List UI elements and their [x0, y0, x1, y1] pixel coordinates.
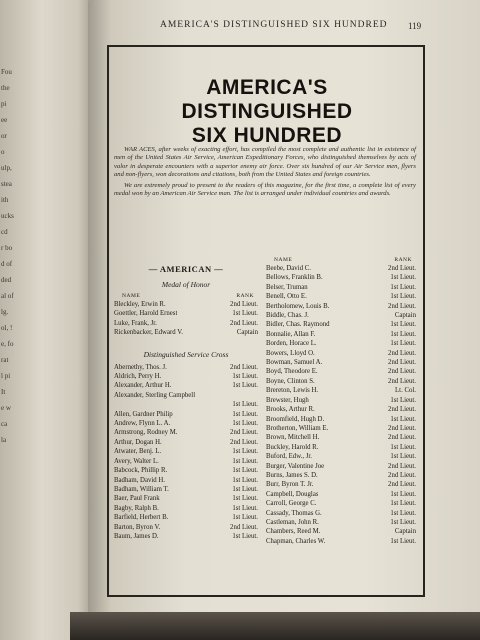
recipient-rank: 2nd Lieut. [388, 424, 416, 432]
dsc-heading: Distinguished Service Cross [143, 349, 229, 359]
recipient-rank: 2nd Lieut. [388, 368, 416, 376]
page-number: 119 [408, 21, 422, 31]
facing-page-text: ca [1, 420, 8, 428]
list-item [114, 400, 258, 409]
list-item [114, 381, 258, 390]
recipient-rank: 1st Lieut. [390, 396, 416, 404]
facing-page-text: ee [1, 116, 8, 124]
recipient-name: Barfield, Herbert B. [114, 514, 169, 522]
recipient-rank: 1st Lieut. [232, 504, 258, 512]
list-item [114, 438, 258, 447]
list-item [266, 386, 416, 395]
recipient-name: Brooks, Arthur R. [266, 406, 315, 414]
facing-page-text: or [1, 132, 7, 140]
recipient-rank: 1st Lieut. [390, 443, 416, 451]
recipient-rank: 1st Lieut. [390, 509, 416, 517]
page-bottom-shadow [70, 612, 480, 640]
list-item [266, 424, 416, 433]
recipient-name: Boyne, Clinton S. [266, 377, 315, 385]
list-item [266, 537, 416, 546]
recipient-name: Belser, Truman [266, 283, 308, 291]
recipient-rank: 1st Lieut. [232, 448, 258, 456]
recipient-name: Brown, Mitchell H. [266, 434, 320, 442]
list-item [266, 349, 416, 358]
list-item [266, 443, 416, 452]
list-item [114, 476, 258, 485]
recipient-name: Bagby, Ralph B. [114, 504, 159, 512]
list-item [114, 372, 258, 381]
list-item [266, 302, 416, 311]
recipient-name: Baum, James D. [114, 532, 159, 540]
recipient-rank: 2nd Lieut. [388, 265, 416, 272]
list-item [114, 457, 258, 466]
recipient-name: Luke, Frank, Jr. [114, 319, 157, 327]
recipient-name: Arthur, Dogan H. [114, 438, 162, 446]
recipient-rank: 1st Lieut. [232, 476, 258, 484]
facing-page-text: o [1, 148, 5, 156]
facing-page-text: e w [1, 404, 11, 412]
recipient-name: Badham, David H. [114, 476, 165, 484]
list-item [266, 509, 416, 518]
recipient-name: Badham, William T. [114, 485, 169, 493]
recipient-rank: 1st Lieut. [390, 518, 416, 526]
recipient-name: Castleman, John R. [266, 518, 319, 526]
recipient-rank: Lt. Col. [395, 387, 416, 395]
recipient-name: Burr, Byron T. Jr. [266, 481, 314, 489]
recipient-name: Boyd, Theodore E. [266, 368, 318, 376]
list-item [114, 485, 258, 494]
facing-page [0, 0, 92, 640]
recipient-name: Bowers, Lloyd O. [266, 349, 315, 357]
recipient-name: Beebe, David C. [266, 265, 311, 272]
recipient-name: Broomfield, Hugh D. [266, 415, 325, 423]
recipient-name: Rickenbacker, Edward V. [114, 329, 183, 337]
recipient-name: Bonnalie, Allan F. [266, 330, 316, 338]
recipient-name: Buford, Edw., Jr. [266, 453, 313, 461]
recipient-rank: 2nd Lieut. [230, 438, 258, 446]
recipient-rank: 2nd Lieut. [388, 406, 416, 414]
list-item [266, 367, 416, 376]
recipient-rank: 1st Lieut. [390, 500, 416, 508]
list-item [114, 494, 258, 503]
list-item [114, 309, 258, 318]
recipient-name: Cassady, Thomas G. [266, 509, 322, 517]
recipient-rank: 1st Lieut. [390, 330, 416, 338]
intro-text [114, 146, 416, 202]
list-item [266, 480, 416, 489]
recipient-name: Bowman, Samuel A. [266, 359, 323, 367]
recipient-rank: 2nd Lieut. [230, 363, 258, 371]
facing-page-text: ol, ! [1, 324, 13, 332]
list-item [114, 410, 258, 419]
list-item [114, 419, 258, 428]
recipient-rank: 2nd Lieut. [388, 434, 416, 442]
list-item [266, 320, 416, 329]
medal-of-honor-heading: Medal of Honor [161, 280, 211, 289]
dsc-list-continued [266, 264, 416, 546]
list-item [266, 405, 416, 414]
recipient-rank: 1st Lieut. [232, 485, 258, 493]
recipient-rank: 2nd Lieut. [230, 301, 258, 308]
recipient-name: Chapman, Charles W. [266, 537, 326, 545]
title-line-2: DISTINGUISHED [181, 100, 353, 123]
facing-page-text: ulp, [1, 164, 12, 172]
facing-page-text: ded [1, 276, 12, 284]
recipient-rank: 1st Lieut. [232, 514, 258, 522]
recipient-name: Burger, Valentine Joe [266, 462, 325, 470]
recipient-rank: 2nd Lieut. [388, 302, 416, 310]
recipient-rank: Captain [394, 312, 416, 320]
facing-page-text: l pi [1, 372, 11, 380]
recipient-rank: 2nd Lieut. [388, 481, 416, 489]
list-item [266, 339, 416, 348]
recipient-name: Biddle, Chas. J. [266, 312, 309, 320]
recipient-rank: 1st Lieut. [390, 283, 416, 291]
recipient-rank: 1st Lieut. [232, 467, 258, 475]
list-item [266, 311, 416, 320]
recipient-rank: 1st Lieut. [390, 415, 416, 423]
facing-page-text: It [1, 388, 6, 396]
recipient-name: Bidler, Chas. Raymond [266, 321, 330, 329]
dsc-list [114, 363, 258, 542]
list-item [114, 363, 258, 372]
facing-page-text: the [1, 84, 10, 92]
list-item [114, 504, 258, 513]
recipient-name: Chambers, Reed M. [266, 528, 321, 536]
name-column-header-right: NAME [274, 257, 293, 263]
recipient-name: Abernethy, Thos. J. [114, 363, 167, 371]
intro-paragraph-2: We are extremely proud to present to the readers of this magazine, for the first time, a complete list of every medal won by an American Air Service man. The list is arranged under individual countries and awards. [114, 182, 416, 198]
list-item [266, 518, 416, 527]
list-item [266, 396, 416, 405]
recipient-name: Andrew, Flynn L. A. [114, 420, 171, 428]
list-item [114, 447, 258, 456]
recipient-name: Benell, Otto E. [266, 293, 307, 301]
list-item [266, 292, 416, 301]
recipient-name: Brereton, Lewis H. [266, 387, 319, 395]
list-item [114, 391, 258, 400]
facing-page-text: ith [1, 196, 9, 204]
title-line-3: SIX HUNDRED [191, 124, 343, 147]
recipient-rank: 1st Lieut. [390, 340, 416, 348]
list-item [266, 264, 416, 273]
recipient-rank: 1st Lieut. [232, 457, 258, 465]
name-column-header: NAME [122, 293, 141, 299]
recipient-rank: 1st Lieut. [232, 373, 258, 381]
facing-page-text: stea [1, 180, 12, 188]
recipient-rank: 1st Lieut. [232, 310, 258, 318]
recipient-rank: Captain [394, 528, 416, 536]
list-item [114, 466, 258, 475]
recipient-name: Campbell, Douglas [266, 490, 319, 498]
facing-page-text: cd [1, 228, 8, 236]
intro-paragraph-1: WAR ACES, after weeks of exacting effort, has compiled the most complete and authentic list in existence of men of the United States Air Service, American Expeditionary Forces, who distinguished themselves by acts of valor in desperate encounters with a superior enemy air force. Over six hundred of our Air Service men, flyers and non-flyers, won decorations and citations, both from the United States and foreign countries. [114, 146, 416, 178]
recipient-name: Allen, Gardner Philip [114, 410, 173, 418]
country-heading: — AMERICAN — [148, 264, 224, 274]
list-item [114, 523, 258, 532]
recipient-rank: Captain [236, 329, 258, 337]
list-item [266, 462, 416, 471]
recipient-rank: 1st Lieut. [390, 321, 416, 329]
recipient-name: Atwater, Benj. L. [114, 448, 162, 456]
recipient-name: Armstrong, Rodney M. [114, 429, 178, 437]
list-item [266, 499, 416, 508]
list-item [114, 428, 258, 437]
running-head: AMERICA'S DISTINGUISHED SIX HUNDRED [160, 20, 388, 30]
left-column [114, 262, 258, 541]
recipient-rank: 1st Lieut. [390, 537, 416, 545]
list-item [114, 513, 258, 522]
recipient-rank: 1st Lieut. [390, 453, 416, 461]
recipient-name: Barton, Byron V. [114, 523, 161, 531]
recipient-name: Borden, Horace L. [266, 340, 317, 348]
list-item [114, 300, 258, 309]
recipient-rank: 2nd Lieut. [388, 462, 416, 470]
list-item [266, 330, 416, 339]
recipient-rank: 1st Lieut. [232, 401, 258, 409]
recipient-rank: 1st Lieut. [232, 495, 258, 503]
rank-column-header: RANK [236, 293, 254, 299]
recipient-rank: 2nd Lieut. [388, 471, 416, 479]
recipient-name: Bertholomew, Louis B. [266, 302, 330, 310]
facing-page-text: d of [1, 260, 13, 268]
title-line-1: AMERICA'S [206, 76, 328, 99]
list-item [114, 319, 258, 328]
list-item [266, 452, 416, 461]
recipient-rank: 1st Lieut. [390, 490, 416, 498]
rank-column-header-right: RANK [394, 257, 412, 263]
facing-page-text: lg. [1, 308, 9, 316]
facing-page-text: pi [1, 100, 7, 108]
recipient-name: Bellows, Franklin B. [266, 274, 323, 282]
right-column [266, 257, 416, 546]
recipient-name: Carroll, George C. [266, 500, 317, 508]
recipient-name: Avery, Walter L. [114, 457, 159, 465]
recipient-name: Goettler, Harold Ernest [114, 310, 178, 318]
recipient-name: Burns, James S. D. [266, 471, 318, 479]
recipient-rank: 1st Lieut. [232, 420, 258, 428]
list-item [266, 490, 416, 499]
list-item [266, 433, 416, 442]
medal-of-honor-list [114, 300, 258, 338]
recipient-rank: 1st Lieut. [390, 274, 416, 282]
recipient-rank: 2nd Lieut. [230, 523, 258, 531]
recipient-name: Alexander, Arthur H. [114, 382, 172, 390]
recipient-name: Babcock, Phillip R. [114, 467, 168, 475]
recipient-rank: 1st Lieut. [232, 410, 258, 418]
list-item [266, 471, 416, 480]
facing-page-text: ucks [1, 212, 14, 220]
recipient-rank: 2nd Lieut. [388, 359, 416, 367]
list-item [266, 527, 416, 536]
recipient-rank: 2nd Lieut. [230, 429, 258, 437]
article-title [112, 76, 422, 148]
facing-page-text: al of [1, 292, 14, 300]
recipient-name: Buckley, Harold R. [266, 443, 319, 451]
recipient-rank: 1st Lieut. [232, 532, 258, 540]
recipient-rank: 2nd Lieut. [230, 319, 258, 327]
facing-page-text: rat [1, 356, 9, 364]
column-headers-right [266, 257, 416, 263]
recipient-name: Alexander, Sterling Campbell [114, 391, 196, 399]
list-item [266, 415, 416, 424]
recipient-rank: 1st Lieut. [232, 382, 258, 390]
facing-page-text: Fou [1, 68, 12, 76]
list-item [266, 377, 416, 386]
recipient-name: Brotherton, William E. [266, 424, 329, 432]
recipient-name: Baer, Paul Frank [114, 495, 160, 503]
facing-page-text: r bo [1, 244, 13, 252]
recipient-rank: 2nd Lieut. [388, 377, 416, 385]
list-item [266, 358, 416, 367]
list-item [114, 532, 258, 541]
recipient-rank [254, 391, 258, 400]
recipient-name: Bleckley, Erwin R. [114, 301, 166, 308]
facing-page-text: e, fo [1, 340, 14, 348]
recipient-name: Brewster, Hugh [266, 396, 309, 404]
list-item [114, 328, 258, 337]
column-headers [114, 293, 258, 299]
facing-page-text: la [1, 436, 7, 444]
recipient-name: Aldrich, Perry H. [114, 373, 162, 381]
recipient-rank: 1st Lieut. [390, 293, 416, 301]
recipient-rank: 2nd Lieut. [388, 349, 416, 357]
list-item [266, 283, 416, 292]
list-item [266, 273, 416, 282]
